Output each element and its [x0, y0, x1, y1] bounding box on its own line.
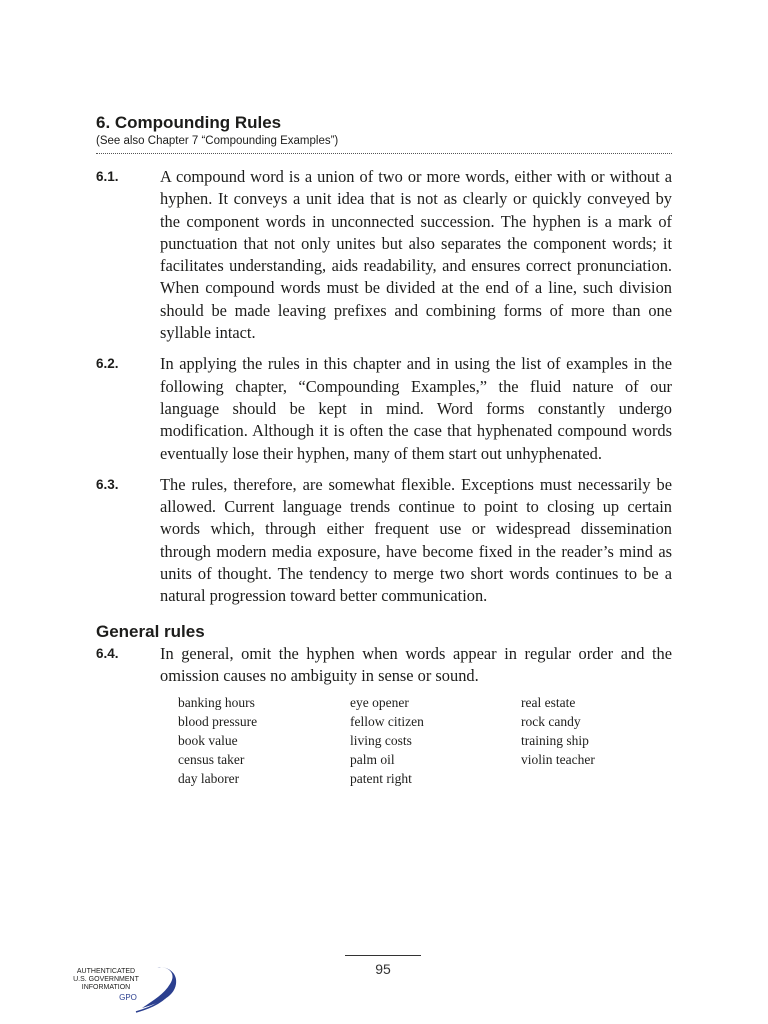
page-number: 95 [375, 961, 391, 977]
rule-text: In applying the rules in this chapter and in using the list of examples in the following chapter, “Compounding Examples,” the fluid nature of our language should be kept in mind. Word forms constantly undergo modification. Although it is often the case that hyphenated compound words eventually lose their hyphen, many of them start out unhyphenated. [160, 354, 672, 463]
example-item: real estate [521, 695, 576, 711]
rule-number: 6.4. [96, 645, 119, 661]
rule-text: The rules, therefore, are somewhat flexible. Exceptions must necessarily be allowed. Current language trends continue to point to closing up certain words which, through either frequent use or widespread dissemination through modern media exposure, have become fixed in the reader’s mind as units of thought. The tendency to merge two short words continues to be a natural progression toward better communication. [160, 474, 672, 606]
example-item: living costs [350, 733, 412, 749]
example-item: book value [178, 733, 238, 749]
seal-line-1: AUTHENTICATED [76, 968, 136, 975]
rule-6-2 [96, 353, 672, 464]
seal-line-4: GPO [119, 993, 137, 1002]
document-page [96, 113, 672, 788]
rule-number: 6.1. [96, 169, 119, 184]
example-item: palm oil [350, 752, 395, 768]
examples-column-3 [521, 693, 681, 788]
rule-6-1 [96, 166, 672, 344]
example-item: violin teacher [521, 752, 595, 768]
examples-column-2 [350, 693, 521, 788]
examples-list [178, 693, 672, 788]
seal-line-3: INFORMATION [81, 984, 131, 991]
rule-6-3 [96, 474, 672, 608]
example-item: rock candy [521, 714, 581, 730]
example-item: day laborer [178, 771, 240, 787]
example-item: eye opener [350, 695, 409, 711]
examples-column-1 [178, 693, 350, 788]
rule-text: In general, omit the hyphen when words appear in regular order and the omission causes no ambiguity in sense or sound. [160, 643, 672, 685]
example-item: blood pressure [178, 714, 258, 730]
example-item: fellow citizen [350, 714, 424, 730]
section-heading-general-rules: General rules [96, 621, 205, 641]
rule-number: 6.3. [96, 476, 119, 492]
chapter-title: 6. Compounding Rules [96, 113, 282, 132]
example-item: patent right [350, 771, 412, 787]
example-item: banking hours [178, 695, 255, 711]
rule-text: A compound word is a union of two or more words, either with or without a hyphen. It conveys a unit idea that is not as clearly or quickly conveyed by the component words in unconnected succession. The hyphen is a mark of punctuation that not only unites but also separates the component words; it facilitates understanding, aids readability, and ensures correct pronunciation. When compound words must be divided at the end of a line, such division should be made leaving prefixes and combining forms of more than one syllable intact. [160, 167, 672, 343]
footer-divider [345, 955, 421, 956]
example-item: census taker [178, 752, 245, 768]
seal-line-2: U.S. GOVERNMENT [73, 976, 139, 983]
rule-6-4 [96, 643, 672, 688]
rule-number: 6.2. [96, 356, 119, 372]
gpo-authentication-seal-icon [66, 962, 186, 1014]
chapter-subtitle: (See also Chapter 7 “Compounding Examples”) [96, 133, 672, 154]
example-item: training ship [521, 733, 589, 749]
